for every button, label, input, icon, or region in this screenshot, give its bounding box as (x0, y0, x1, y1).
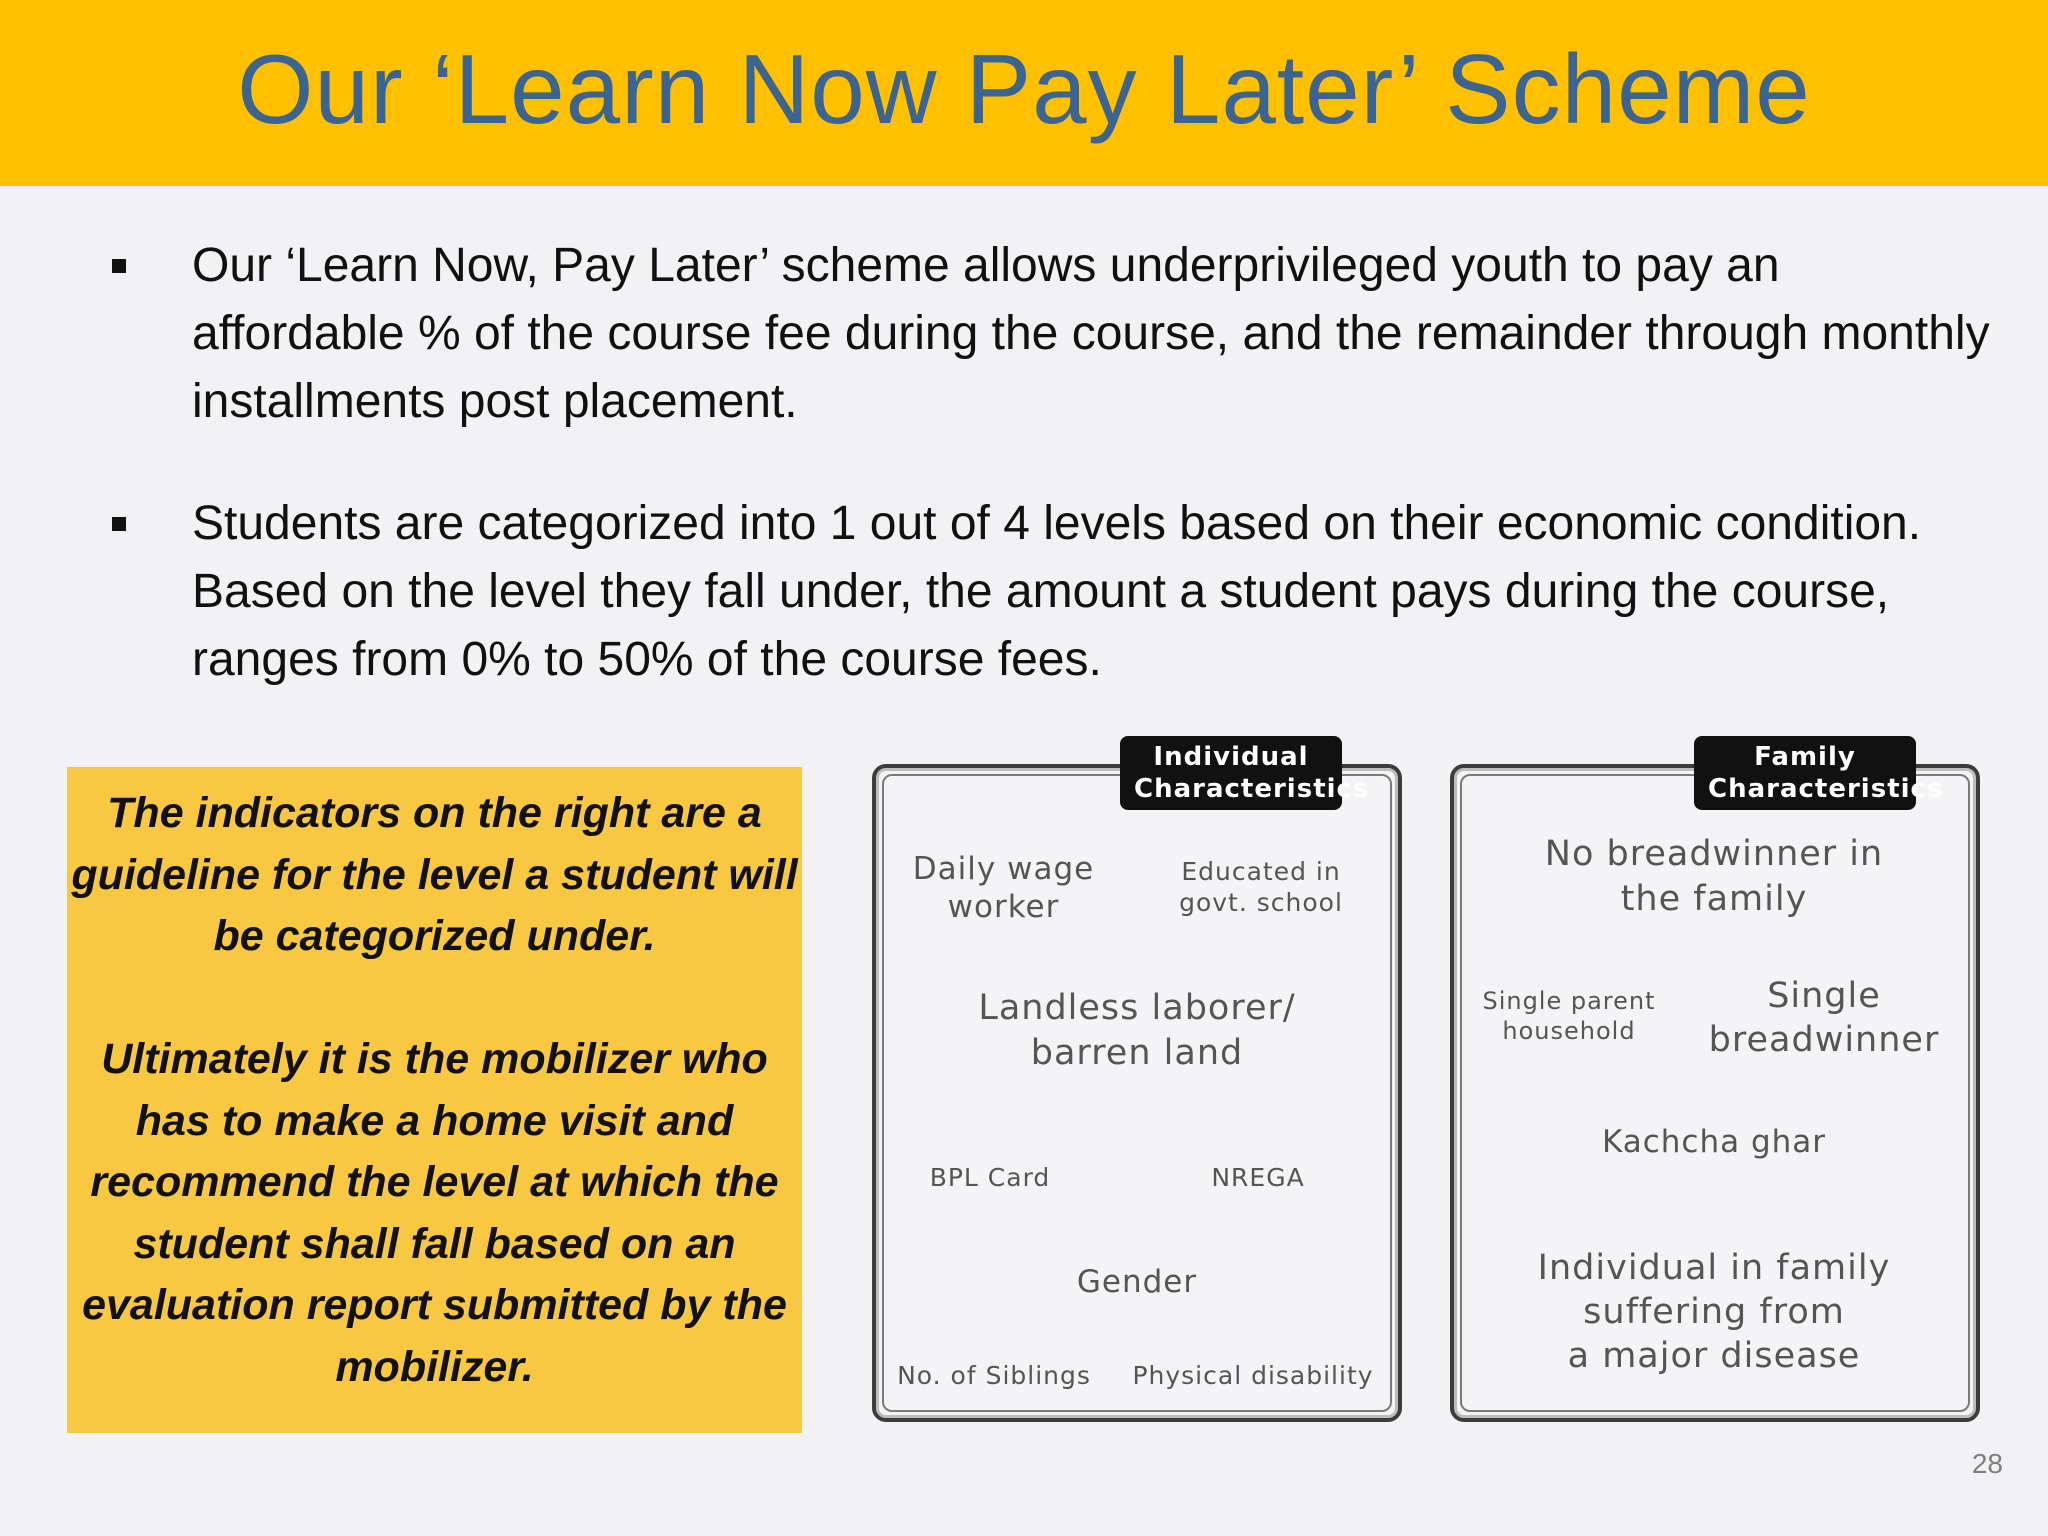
indicator-line: household (1502, 1017, 1636, 1045)
individual-characteristics-card (872, 742, 1402, 1422)
card-tag (1120, 736, 1370, 810)
family-characteristics-card (1450, 742, 1980, 1422)
indicator-line: Single parent (1482, 987, 1656, 1015)
indicator-no-of-siblings: No. of Siblings (897, 1361, 1091, 1390)
indicator-no-breadwinner (1514, 832, 1914, 922)
note-paragraph: Ultimately it is the mobilizer who has to make a home visit and recommend the level at which the student shall fall based on an evaluation report submitted by the mobilizer. (82, 1035, 787, 1391)
bullet-list (112, 232, 1992, 694)
card-tag-line: Individual (1153, 742, 1309, 772)
bullet-item (112, 232, 1992, 436)
indicator-gender: Gender (1076, 1264, 1198, 1300)
indicator-single-parent-household (1474, 986, 1664, 1046)
square-bullet-icon (112, 259, 126, 273)
indicator-line: the family (1620, 879, 1808, 919)
title-bar (0, 0, 2048, 186)
card-tag-line: Characteristics (1708, 774, 1944, 804)
indicator-line: a major disease (1567, 1336, 1861, 1376)
page-number: 28 (1971, 1448, 2003, 1479)
bullet-item (112, 490, 1992, 694)
indicator-line: No breadwinner in (1544, 834, 1884, 874)
indicator-landless-laborer (946, 986, 1328, 1076)
indicator-physical-disability: Physical disability (1132, 1361, 1374, 1390)
note-paragraph: The indicators on the right are a guideline for the level a student will be categorized under. (71, 789, 798, 960)
indicator-bpl-card: BPL Card (929, 1163, 1051, 1192)
indicator-line: worker (947, 889, 1060, 925)
bullet-text: Students are categorized into 1 out of 4 levels based on their economic condition. Based on the level they fall under, the amount a student pays during the course, ranges from 0% to 50% of the course fees. (192, 497, 1922, 686)
indicator-line: govt. school (1179, 888, 1343, 917)
card-tag (1694, 736, 1944, 810)
card-tag-line: Characteristics (1134, 774, 1370, 804)
indicator-line: breadwinner (1708, 1020, 1940, 1060)
card-tag-line: Family (1754, 742, 1856, 772)
indicator-nrega: NREGA (1211, 1163, 1305, 1192)
indicator-line: Landless laborer/ (978, 988, 1296, 1028)
indicator-educated-govt-school (1166, 856, 1356, 918)
bullet-text: Our ‘Learn Now, Pay Later’ scheme allows underprivileged youth to pay an affordable % of the course fee during the course, and the remainder through monthly installments post placement. (192, 239, 1990, 428)
indicator-major-disease (1504, 1246, 1924, 1378)
indicator-line: Single (1767, 976, 1881, 1016)
indicator-single-breadwinner (1699, 974, 1949, 1062)
guideline-note-box (67, 767, 802, 1433)
indicator-line: Individual in family (1537, 1248, 1891, 1288)
indicator-line: Daily wage (912, 851, 1095, 887)
slide-title: Our ‘Learn Now Pay Later’ Scheme (237, 33, 1811, 144)
indicator-daily-wage-worker (906, 850, 1101, 926)
indicator-line: Educated in (1181, 857, 1341, 886)
indicator-line: barren land (1030, 1033, 1244, 1073)
indicator-kachcha-ghar: Kachcha ghar (1601, 1124, 1827, 1160)
square-bullet-icon (112, 517, 126, 531)
indicator-line: suffering from (1583, 1292, 1845, 1332)
